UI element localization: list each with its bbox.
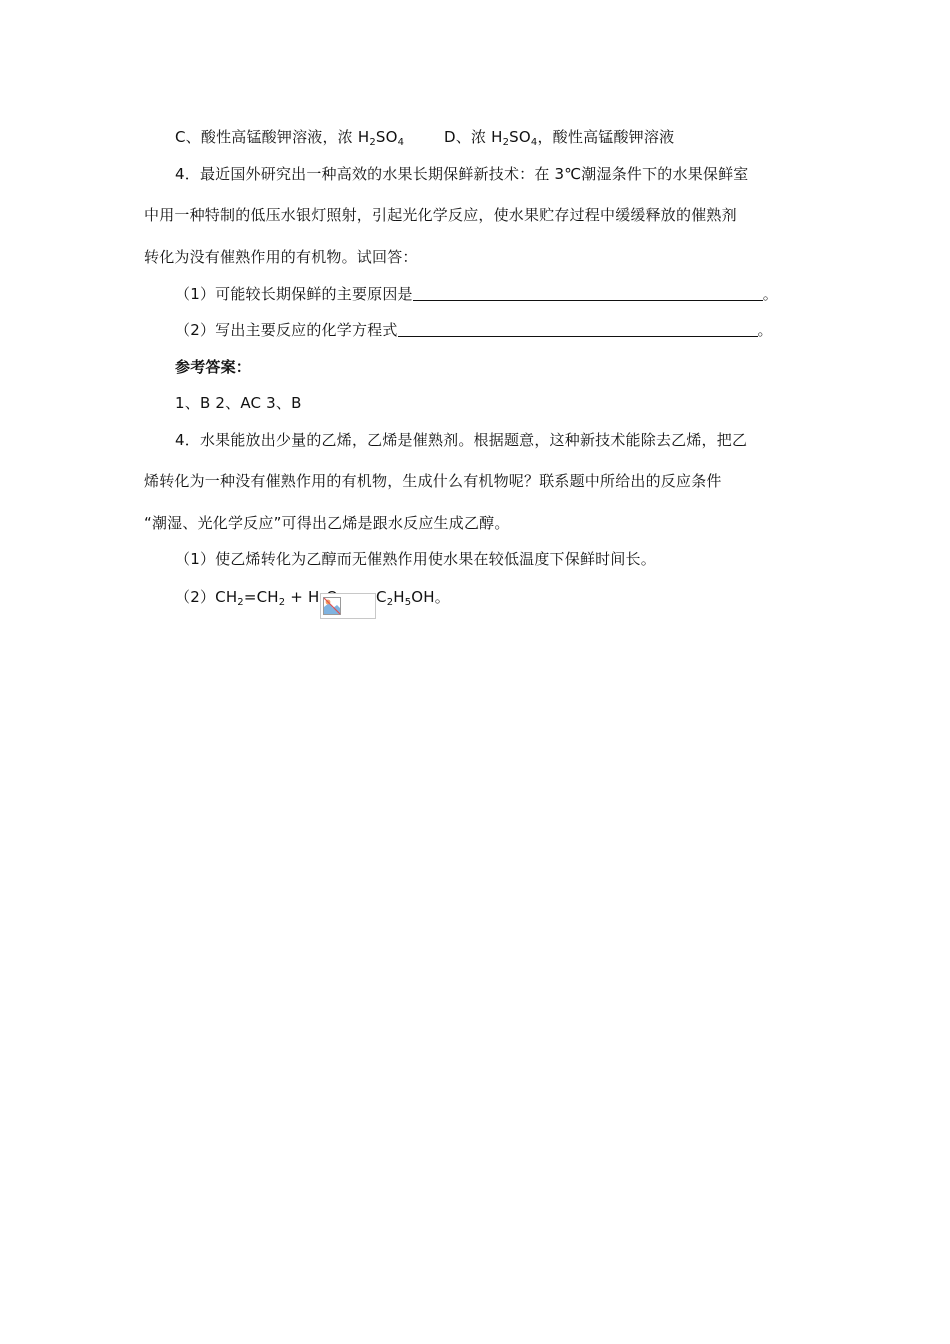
q4-sub1-text: （1）可能较长期保鲜的主要原因是 (175, 285, 413, 303)
eq-part: （2）CH (175, 588, 238, 606)
q4-sub1-end: 。 (762, 285, 778, 303)
broken-image-icon (323, 597, 341, 615)
subscript: 2 (237, 597, 244, 608)
q4-subquestion-1 (175, 284, 778, 304)
option-c (175, 127, 404, 147)
option-d-formula: SO (509, 128, 531, 146)
subscript: 4 (397, 137, 405, 148)
answer-blank-2[interactable] (398, 320, 758, 337)
answer-2-product (376, 587, 450, 607)
subscript: 5 (404, 597, 412, 608)
eq-part: =CH (243, 588, 279, 606)
explain-line-1: 4．水果能放出少量的乙烯，乙烯是催熟剂。根据题意，这种新技术能除去乙烯，把乙 (175, 431, 748, 449)
eq-part: + H (285, 588, 320, 606)
option-c-formula: SO (375, 128, 398, 146)
q4-sub2-end: 。 (757, 321, 773, 339)
q4-line-3: 转化为没有催熟作用的有机物。试回答： (144, 248, 418, 266)
answer-1: （1）使乙烯转化为乙醇而无催熟作用使水果在较低温度下保鲜时间长。 (175, 550, 656, 568)
q4-line-1: 4．最近国外研究出一种高效的水果长期保鲜新技术：在 3℃潮湿条件下的水果保鲜室 (175, 165, 749, 183)
eq-part: H (393, 588, 405, 606)
subscript: 2 (369, 137, 376, 148)
subscript: 4 (530, 137, 538, 148)
eq-part: C (376, 588, 387, 606)
option-d-text: D、浓 H (444, 128, 503, 146)
explain-line-2: 烯转化为一种没有催熟作用的有机物，生成什么有机物呢？联系题中所给出的反应条件 (144, 472, 722, 490)
answers-heading: 参考答案： (175, 358, 252, 376)
subscript: 2 (386, 597, 394, 608)
option-c-text: C、酸性高锰酸钾溶液，浓 H (175, 128, 370, 146)
answer-2-equation (175, 587, 338, 607)
option-d-suffix: ，酸性高锰酸钾溶液 (537, 128, 675, 146)
subscript: 2 (502, 137, 510, 148)
short-answers: 1、B 2、AC 3、B (175, 394, 302, 412)
subscript: 2 (278, 597, 286, 608)
explain-line-3: “潮湿、光化学反应”可得出乙烯是跟水反应生成乙醇。 (144, 514, 510, 532)
reaction-arrow-image (320, 593, 376, 619)
option-d (444, 127, 674, 147)
q4-sub2-text: （2）写出主要反应的化学方程式 (175, 321, 398, 339)
q4-subquestion-2 (175, 320, 773, 340)
eq-part: OH。 (411, 588, 450, 606)
answer-blank-1[interactable] (413, 284, 763, 301)
q4-line-2: 中用一种特制的低压水银灯照射，引起光化学反应，使水果贮存过程中缓缓释放的催熟剂 (144, 206, 737, 224)
